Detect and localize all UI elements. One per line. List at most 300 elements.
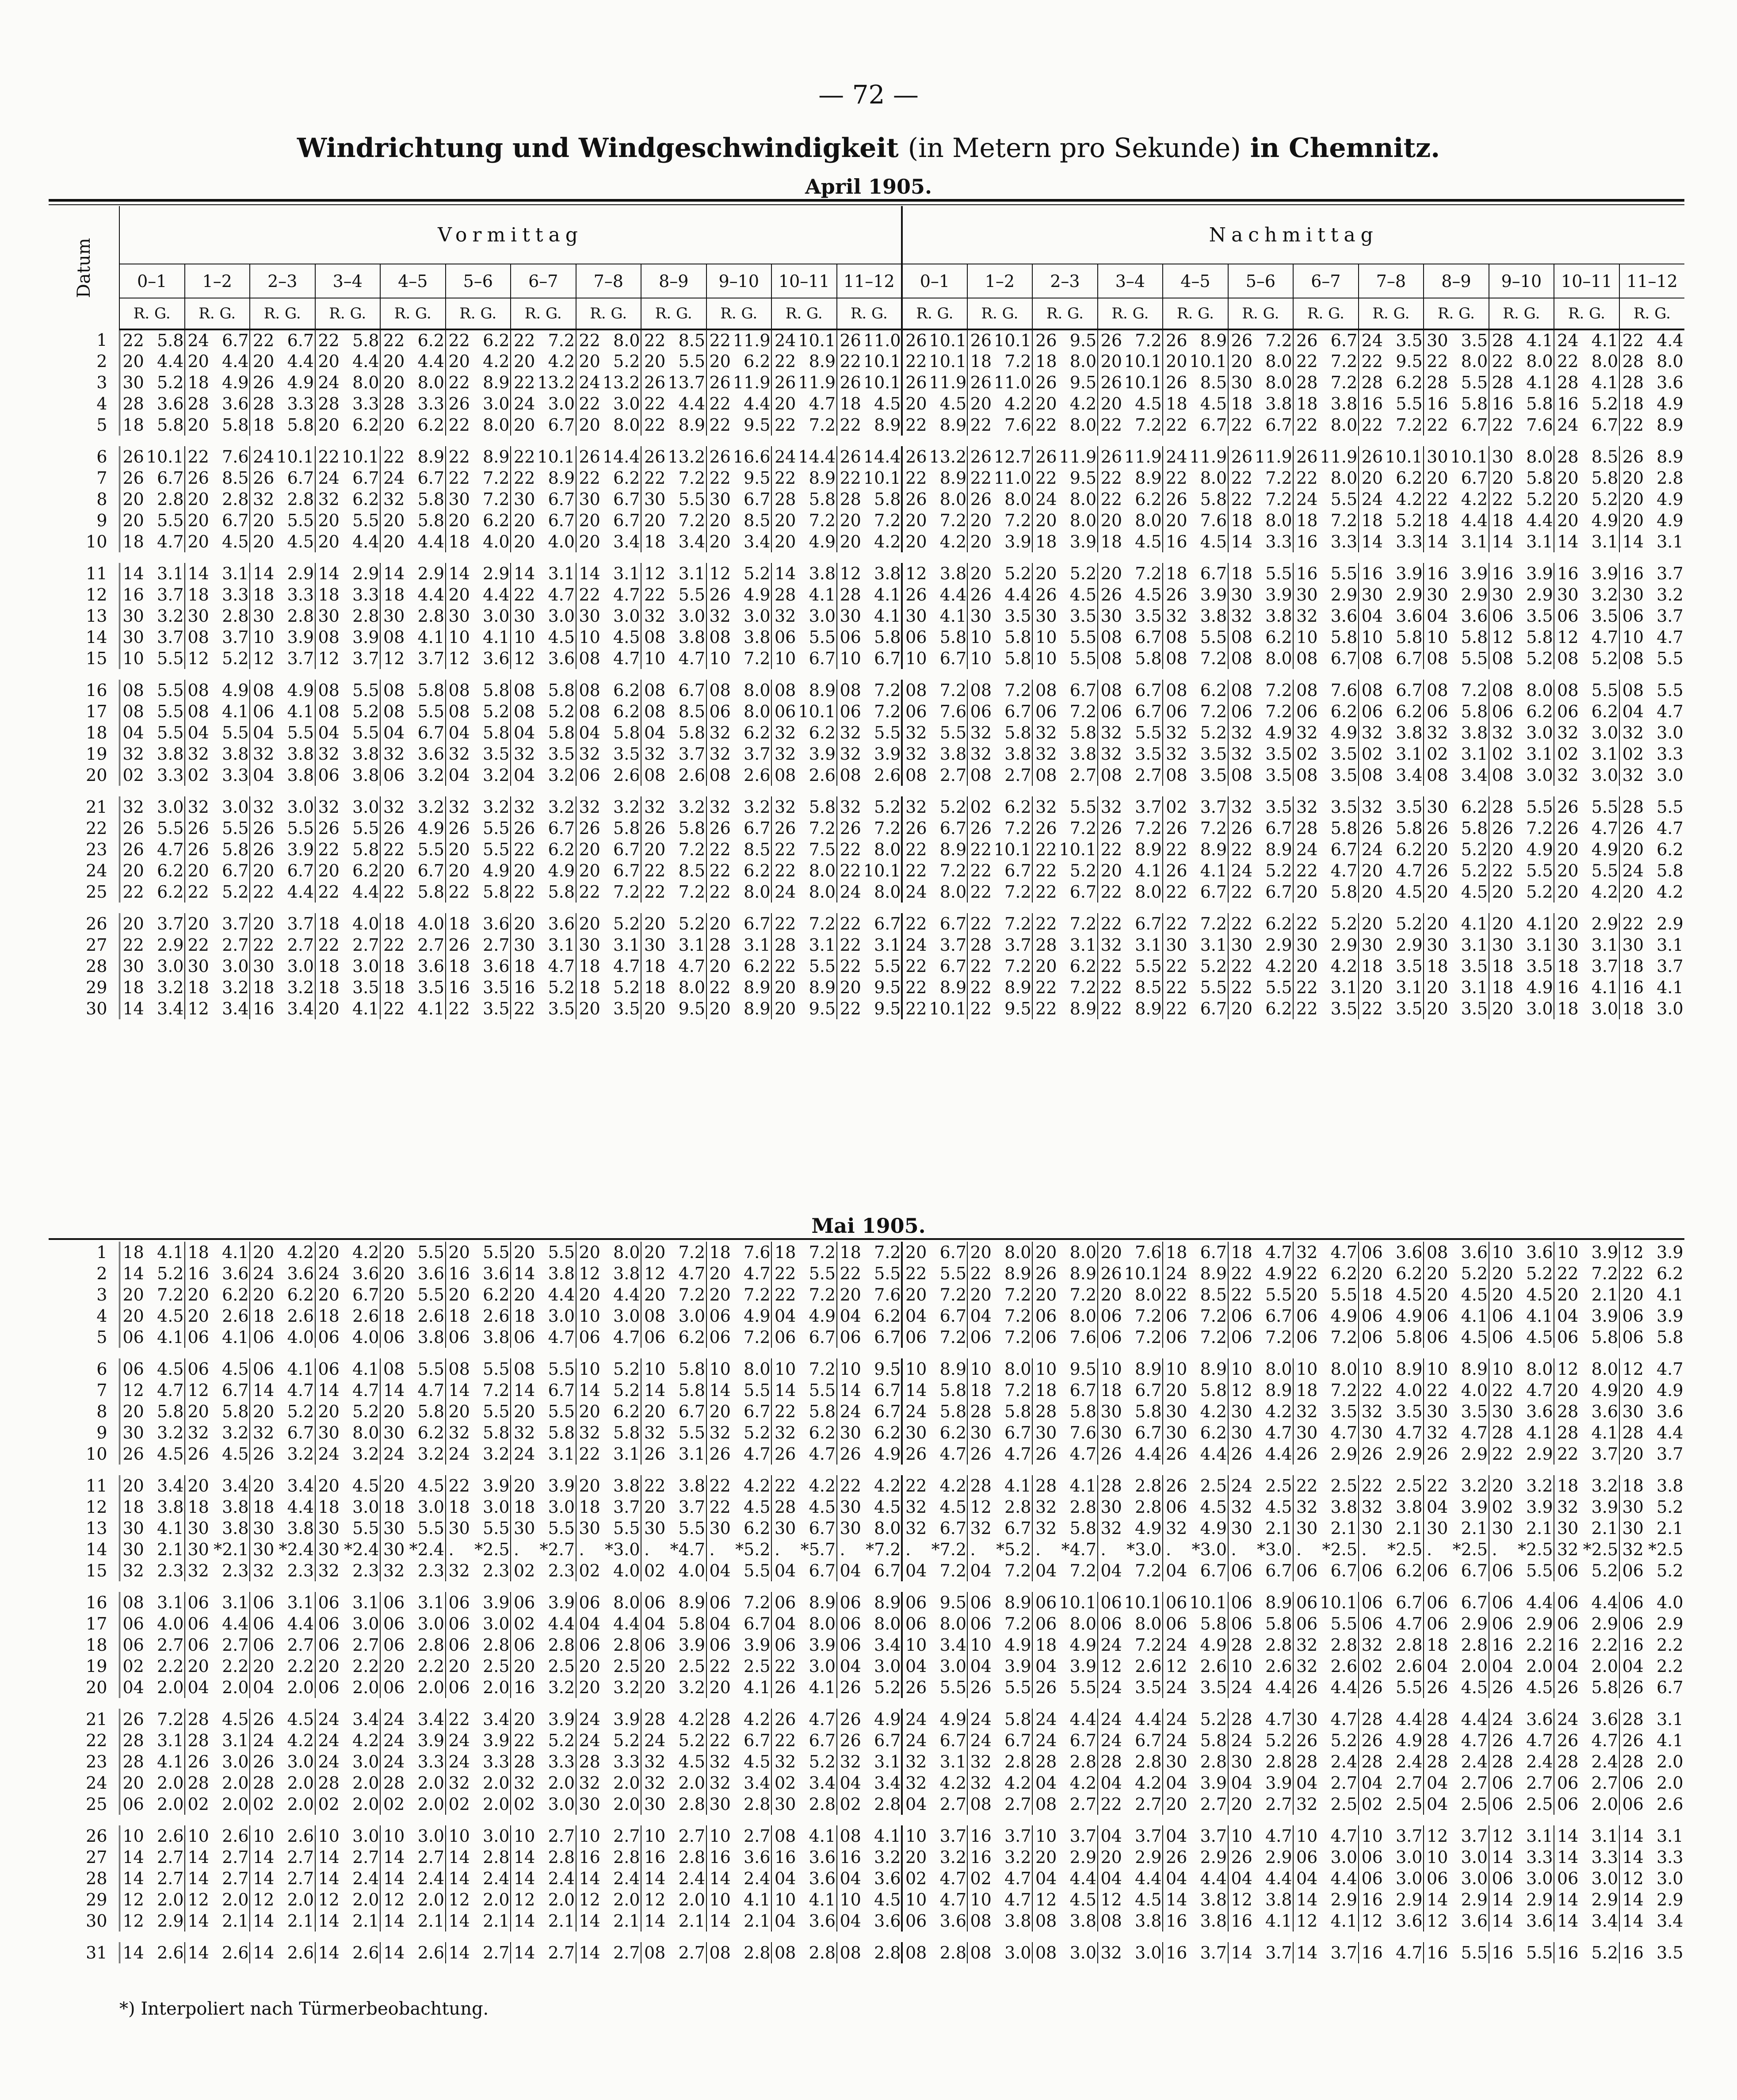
- wind-direction: 26: [970, 331, 992, 350]
- wind-speed: 4.7: [1330, 861, 1358, 880]
- wind-cell: [1619, 743, 1685, 765]
- wind-cell: [119, 1380, 185, 1401]
- wind-cell: [771, 743, 837, 765]
- date-cell: 6: [49, 446, 119, 467]
- wind-direction: 08: [383, 681, 405, 700]
- wind-direction: 08: [1296, 649, 1318, 668]
- wind-speed: 2.6: [157, 1943, 184, 1962]
- wind-direction: 24: [1035, 490, 1057, 509]
- date-cell: 17: [49, 701, 119, 722]
- table-row: [49, 1889, 1684, 1910]
- wind-speed: 2.1: [1461, 1519, 1488, 1538]
- wind-speed: 6.2: [744, 1519, 771, 1538]
- wind-speed: 5.5: [1200, 627, 1227, 647]
- wind-speed: 4.5: [1461, 1285, 1488, 1304]
- wind-direction: 04: [1100, 1773, 1122, 1793]
- wind-speed: 2.7: [157, 1848, 184, 1867]
- wind-direction: 30: [514, 1519, 535, 1538]
- wind-speed: 4.5: [874, 1890, 901, 1909]
- wind-cell: [250, 1539, 315, 1560]
- wind-speed: 7.2: [1135, 819, 1162, 838]
- wind-cell: [250, 1242, 315, 1263]
- wind-speed: 5.5: [744, 1381, 771, 1400]
- wind-cell: [1098, 1889, 1163, 1910]
- wind-cell: [1359, 467, 1424, 489]
- wind-direction: 26: [905, 373, 927, 392]
- wind-speed: 3.0: [1461, 1869, 1488, 1888]
- wind-speed: 2.8: [287, 606, 314, 626]
- wind-speed: 5.8: [417, 1402, 444, 1421]
- wind-cell: [576, 1847, 641, 1868]
- wind-speed: 5.2: [1591, 649, 1619, 668]
- wind-direction: 20: [187, 1656, 209, 1676]
- wind-cell: [1554, 934, 1619, 956]
- wind-direction: 28: [122, 1752, 144, 1771]
- hour-header: 10–11: [771, 264, 837, 298]
- wind-speed: 5.2: [1069, 564, 1097, 583]
- page-title: [0, 133, 1737, 164]
- wind-cell: [185, 680, 250, 701]
- wind-cell: [771, 1518, 837, 1539]
- wind-speed: 4.7: [548, 1327, 575, 1347]
- wind-cell: [1359, 1518, 1424, 1539]
- wind-direction: 20: [579, 415, 600, 435]
- wind-speed: 2.0: [352, 1794, 379, 1814]
- wind-direction: 26: [1296, 1444, 1318, 1464]
- date-cell: 15: [49, 1560, 119, 1581]
- wind-cell: [1098, 1772, 1163, 1794]
- wind-direction: 18: [1427, 1635, 1448, 1655]
- wind-direction: 26: [1557, 1678, 1579, 1697]
- wind-cell: [1163, 860, 1228, 881]
- wind-direction: 22: [709, 415, 731, 435]
- wind-speed: 3.1: [1526, 1826, 1553, 1846]
- wind-cell: [119, 796, 185, 818]
- wind-cell: [511, 1518, 576, 1539]
- wind-cell: [446, 467, 511, 489]
- wind-direction: 18: [970, 1381, 992, 1400]
- wind-direction: 30: [318, 1519, 340, 1538]
- wind-cell: [771, 584, 837, 605]
- wind-cell: [380, 489, 446, 510]
- wind-cell: [185, 998, 250, 1019]
- wind-speed: 11.0: [994, 373, 1031, 392]
- wind-cell: [511, 372, 576, 393]
- wind-cell: [1032, 1422, 1098, 1443]
- wind-speed: *4.7: [1061, 1540, 1096, 1559]
- wind-speed: 5.5: [287, 723, 314, 742]
- wind-direction: 16: [1427, 1943, 1448, 1962]
- wind-direction: 30: [905, 1423, 927, 1442]
- table-row: [49, 1242, 1684, 1263]
- wind-speed: 8.0: [874, 1519, 901, 1538]
- wind-direction: 08: [1427, 681, 1448, 700]
- direction-label: R.: [720, 305, 737, 322]
- wind-cell: [1228, 722, 1294, 743]
- wind-direction: 20: [644, 352, 666, 371]
- wind-speed: 7.2: [1330, 373, 1358, 392]
- wind-cell: [1032, 913, 1098, 934]
- wind-direction: 06: [775, 1593, 796, 1612]
- wind-speed: 2.4: [483, 1869, 510, 1888]
- wind-cell: [1359, 881, 1424, 903]
- wind-speed: 3.7: [1657, 564, 1684, 583]
- wind-cell: [1619, 1560, 1685, 1581]
- wind-direction: 16: [1427, 564, 1448, 583]
- wind-cell: [576, 372, 641, 393]
- wind-cell: [1098, 1847, 1163, 1868]
- wind-speed: 3.5: [1591, 606, 1619, 626]
- wind-speed: 4.2: [352, 1731, 379, 1750]
- wind-speed: 4.1: [809, 1890, 836, 1909]
- wind-speed: 3.7: [1200, 1943, 1227, 1962]
- wind-speed: 3.2: [678, 1678, 705, 1697]
- wind-cell: [902, 351, 967, 372]
- wind-cell: [1098, 765, 1163, 786]
- table-row: [49, 510, 1684, 531]
- wind-cell: [119, 1560, 185, 1581]
- wind-speed: 3.1: [1657, 1710, 1684, 1729]
- wind-speed: 3.6: [483, 956, 510, 976]
- wind-speed: 10.1: [863, 468, 901, 488]
- wind-speed: 13.2: [602, 373, 640, 392]
- wind-speed: 3.6: [1526, 1911, 1553, 1931]
- wind-cell: [446, 1358, 511, 1380]
- wind-speed: 4.1: [874, 606, 901, 626]
- wind-direction: 32: [448, 1561, 470, 1580]
- wind-cell: [1424, 1634, 1489, 1656]
- wind-cell: [1424, 1677, 1489, 1698]
- wind-cell: [576, 1656, 641, 1677]
- wind-speed: 5.8: [548, 723, 575, 742]
- wind-speed: 4.4: [352, 352, 379, 371]
- wind-speed: 6.2: [352, 490, 379, 509]
- wind-cell: [641, 956, 706, 977]
- wind-cell: [315, 1592, 381, 1613]
- wind-speed: 4.7: [1004, 1444, 1031, 1464]
- table-row: [49, 722, 1684, 743]
- wind-direction: 20: [187, 861, 209, 880]
- wind-direction: 12: [448, 649, 470, 668]
- wind-cell: [837, 1284, 902, 1305]
- wind-speed: 5.2: [1591, 490, 1619, 509]
- wind-cell: [1032, 1358, 1098, 1380]
- wind-direction: 12: [1492, 627, 1513, 647]
- date-cell: 25: [49, 881, 119, 903]
- wind-cell: [1098, 881, 1163, 903]
- wind-speed: 8.9: [483, 447, 510, 467]
- wind-speed: 2.0: [222, 1773, 249, 1793]
- wind-direction: 20: [840, 532, 861, 551]
- wind-direction: 22: [1231, 490, 1252, 509]
- wind-cell: [119, 818, 185, 839]
- wind-speed: 8.0: [1526, 681, 1553, 700]
- wind-speed: 3.6: [483, 914, 510, 933]
- wind-direction: 30: [579, 606, 600, 626]
- wind-cell: [641, 977, 706, 998]
- wind-direction: 20: [1427, 1264, 1448, 1283]
- wind-cell: [380, 1263, 446, 1284]
- wind-cell: [1489, 1305, 1554, 1327]
- wind-cell: [1619, 1730, 1685, 1751]
- wind-direction: 28: [1557, 373, 1579, 392]
- wind-cell: [119, 680, 185, 701]
- wind-direction: 26: [775, 1678, 796, 1697]
- wind-cell: [1489, 1730, 1554, 1751]
- speed-label: G.: [1328, 305, 1344, 322]
- wind-direction: 30: [709, 1519, 731, 1538]
- wind-speed: 3.7: [222, 627, 249, 647]
- wind-speed: 3.9: [287, 627, 314, 647]
- wind-speed: 3.6: [417, 956, 444, 976]
- date-cell: 20: [49, 765, 119, 786]
- wind-cell: [1489, 765, 1554, 786]
- wind-speed: 10.1: [537, 447, 575, 467]
- wind-speed: 5.8: [1461, 627, 1488, 647]
- wind-direction: 22: [905, 914, 927, 933]
- wind-direction: 04: [840, 1656, 861, 1676]
- wind-cell: [1228, 1496, 1294, 1518]
- wind-speed: 3.9: [1265, 1773, 1292, 1793]
- wind-speed: 4.7: [1657, 702, 1684, 721]
- wind-speed: 6.2: [1135, 490, 1162, 509]
- wind-cell: [1032, 818, 1098, 839]
- wind-direction: 32: [383, 797, 405, 817]
- wind-cell: [837, 1772, 902, 1794]
- wind-speed: 5.8: [1657, 1327, 1684, 1347]
- wind-speed: 3.4: [809, 1773, 836, 1793]
- wind-direction: 28: [1622, 1752, 1644, 1771]
- wind-cell: [1489, 1825, 1554, 1847]
- wind-speed: 3.2: [157, 978, 184, 997]
- wind-speed: 4.4: [352, 882, 379, 902]
- wind-direction: 06: [1035, 1593, 1057, 1612]
- wind-speed: 3.9: [548, 1710, 575, 1729]
- wind-speed: 5.8: [1069, 1519, 1096, 1538]
- wind-speed: 4.4: [1069, 1710, 1096, 1729]
- wind-cell: [1359, 1677, 1424, 1698]
- wind-speed: 4.9: [1004, 1635, 1031, 1655]
- wind-cell: [1163, 913, 1228, 934]
- wind-speed: 2.6: [613, 765, 640, 785]
- wind-cell: [315, 446, 381, 467]
- wind-cell: [1489, 722, 1554, 743]
- wind-direction: 20: [970, 1243, 992, 1262]
- table-row: [49, 956, 1684, 977]
- wind-speed: 7.2: [744, 1285, 771, 1304]
- wind-cell: [380, 1634, 446, 1656]
- wind-cell: [315, 414, 381, 436]
- wind-speed: *2.7: [539, 1540, 575, 1559]
- wind-direction: 10: [775, 1890, 796, 1909]
- wind-direction: .: [1361, 1540, 1367, 1559]
- wind-cell: [837, 1634, 902, 1656]
- wind-speed: 4.0: [287, 1327, 314, 1347]
- wind-direction: 22: [1100, 840, 1122, 859]
- wind-direction: 30: [318, 1540, 340, 1559]
- wind-speed: 3.7: [1461, 1826, 1488, 1846]
- wind-direction: 30: [448, 606, 470, 626]
- wind-cell: [446, 489, 511, 510]
- table-row: [49, 489, 1684, 510]
- wind-direction: 08: [1492, 765, 1513, 785]
- wind-direction: 10: [970, 1890, 992, 1909]
- wind-direction: 02: [1557, 744, 1579, 764]
- wind-direction: 20: [1361, 468, 1383, 488]
- wind-speed: 3.0: [287, 1752, 314, 1771]
- wind-speed: 3.0: [1069, 1943, 1096, 1962]
- wind-direction: 18: [775, 1243, 796, 1262]
- wind-cell: [576, 701, 641, 722]
- wind-direction: 20: [970, 564, 992, 583]
- wind-speed: 3.7: [744, 744, 771, 764]
- wind-cell: [1554, 1772, 1619, 1794]
- wind-speed: 2.9: [1396, 1444, 1423, 1464]
- table-row: [49, 1401, 1684, 1422]
- wind-cell: [771, 818, 837, 839]
- wind-speed: 3.5: [1265, 797, 1292, 817]
- wind-speed: 3.1: [1069, 935, 1097, 955]
- hour-header: 8–9: [1424, 264, 1489, 298]
- wind-speed: 7.2: [1004, 1327, 1031, 1347]
- wind-direction: 30: [1166, 935, 1187, 955]
- wind-speed: 6.2: [1396, 373, 1423, 392]
- wind-direction: 32: [840, 723, 861, 742]
- wind-speed: 11.9: [1320, 447, 1358, 467]
- morning-header: Vormittag: [438, 223, 583, 246]
- wind-speed: 8.9: [809, 468, 836, 488]
- wind-cell: [250, 563, 315, 584]
- wind-speed: *3.0: [1126, 1540, 1162, 1559]
- group-gap: [49, 552, 1684, 563]
- wind-direction: 24: [905, 882, 927, 902]
- wind-direction: 16: [1166, 1911, 1187, 1931]
- wind-speed: 8.5: [678, 331, 705, 350]
- wind-direction: 20: [579, 914, 600, 933]
- wind-speed: 8.0: [1069, 490, 1097, 509]
- wind-cell: [1554, 913, 1619, 934]
- wind-cell: [185, 1910, 250, 1932]
- wind-direction: 22: [1492, 352, 1513, 371]
- wind-speed: 7.2: [1200, 819, 1227, 838]
- wind-speed: 5.5: [483, 1519, 510, 1538]
- wind-direction: 20: [383, 352, 405, 371]
- wind-cell: [1163, 1358, 1228, 1380]
- wind-speed: 3.1: [1461, 532, 1488, 551]
- wind-direction: 06: [122, 1359, 144, 1379]
- wind-speed: 3.6: [1526, 1402, 1553, 1421]
- wind-speed: 5.8: [939, 627, 967, 647]
- wind-cell: [1032, 1709, 1098, 1730]
- wind-direction: 32: [644, 797, 666, 817]
- wind-speed: 13.2: [537, 373, 575, 392]
- wind-cell: [511, 393, 576, 414]
- speed-label: G.: [1589, 305, 1605, 322]
- wind-cell: [250, 1358, 315, 1380]
- wind-speed: 2.1: [1591, 1285, 1618, 1304]
- wind-speed: 4.7: [613, 956, 640, 976]
- wind-speed: 4.0: [613, 1561, 640, 1580]
- direction-label: R.: [1176, 305, 1193, 322]
- wind-speed: 5.2: [613, 1731, 640, 1750]
- wind-cell: [1359, 1358, 1424, 1380]
- wind-speed: 3.9: [548, 1593, 575, 1612]
- wind-cell: [1228, 680, 1294, 701]
- wind-speed: 2.7: [1526, 1773, 1553, 1793]
- wind-direction: 22: [905, 840, 927, 859]
- wind-direction: 06: [840, 702, 861, 721]
- wind-direction: 22: [1296, 999, 1318, 1018]
- wind-cell: [119, 1910, 185, 1932]
- wind-cell: [1489, 1634, 1554, 1656]
- wind-speed: 5.8: [874, 490, 901, 509]
- wind-direction: 18: [1035, 352, 1057, 371]
- wind-speed: 4.7: [1004, 1890, 1031, 1909]
- wind-direction: 16: [970, 1848, 992, 1867]
- wind-speed: 7.2: [1265, 681, 1292, 700]
- wind-cell: [641, 1475, 706, 1496]
- wind-direction: 06: [1622, 1593, 1644, 1612]
- wind-speed: 5.8: [222, 840, 249, 859]
- wind-speed: 2.0: [1461, 1656, 1488, 1676]
- wind-speed: 5.5: [222, 819, 249, 838]
- wind-cell: [771, 627, 837, 648]
- wind-speed: 10.1: [929, 352, 967, 371]
- wind-direction: 32: [1361, 1635, 1383, 1655]
- wind-cell: [1293, 1613, 1359, 1634]
- wind-speed: 3.5: [1004, 606, 1031, 626]
- wind-direction: 22: [1100, 468, 1122, 488]
- wind-direction: 22: [1035, 999, 1057, 1018]
- wind-speed: 2.9: [1396, 585, 1423, 604]
- wind-speed: 3.4: [613, 532, 640, 551]
- wind-cell: [1032, 351, 1098, 372]
- wind-direction: 06: [318, 765, 340, 785]
- wind-speed: 8.9: [483, 373, 510, 392]
- wind-direction: 22: [1100, 490, 1122, 509]
- wind-speed: 2.3: [352, 1561, 379, 1580]
- wind-direction: 04: [775, 1306, 796, 1326]
- wind-direction: 22: [448, 331, 470, 350]
- wind-speed: 2.1: [548, 1911, 575, 1931]
- wind-cell: [185, 531, 250, 552]
- wind-cell: [446, 1560, 511, 1581]
- wind-cell: [837, 1709, 902, 1730]
- wind-cell: [576, 1242, 641, 1263]
- wind-direction: 22: [840, 956, 861, 976]
- wind-cell: [1293, 1475, 1359, 1496]
- wind-cell: [1359, 1794, 1424, 1815]
- wind-direction: 10: [448, 1826, 470, 1846]
- wind-direction: 08: [709, 627, 731, 647]
- wind-direction: 06: [1231, 1561, 1252, 1580]
- wind-direction: 28: [253, 394, 275, 413]
- wind-speed: 6.7: [809, 1327, 836, 1347]
- wind-cell: [1228, 372, 1294, 393]
- wind-cell: [185, 563, 250, 584]
- wind-direction: 22: [448, 468, 470, 488]
- wind-direction: 24: [318, 1264, 340, 1283]
- wind-speed: 7.2: [1135, 331, 1162, 350]
- wind-cell: [1359, 1613, 1424, 1634]
- wind-speed: 4.7: [1461, 1423, 1488, 1442]
- wind-speed: 6.7: [939, 1306, 966, 1326]
- wind-cell: [119, 1772, 185, 1794]
- wind-direction: 06: [1231, 1327, 1252, 1347]
- wind-speed: *2.5: [1452, 1540, 1488, 1559]
- wind-cell: [1098, 563, 1163, 584]
- wind-direction: 32: [1296, 1243, 1318, 1262]
